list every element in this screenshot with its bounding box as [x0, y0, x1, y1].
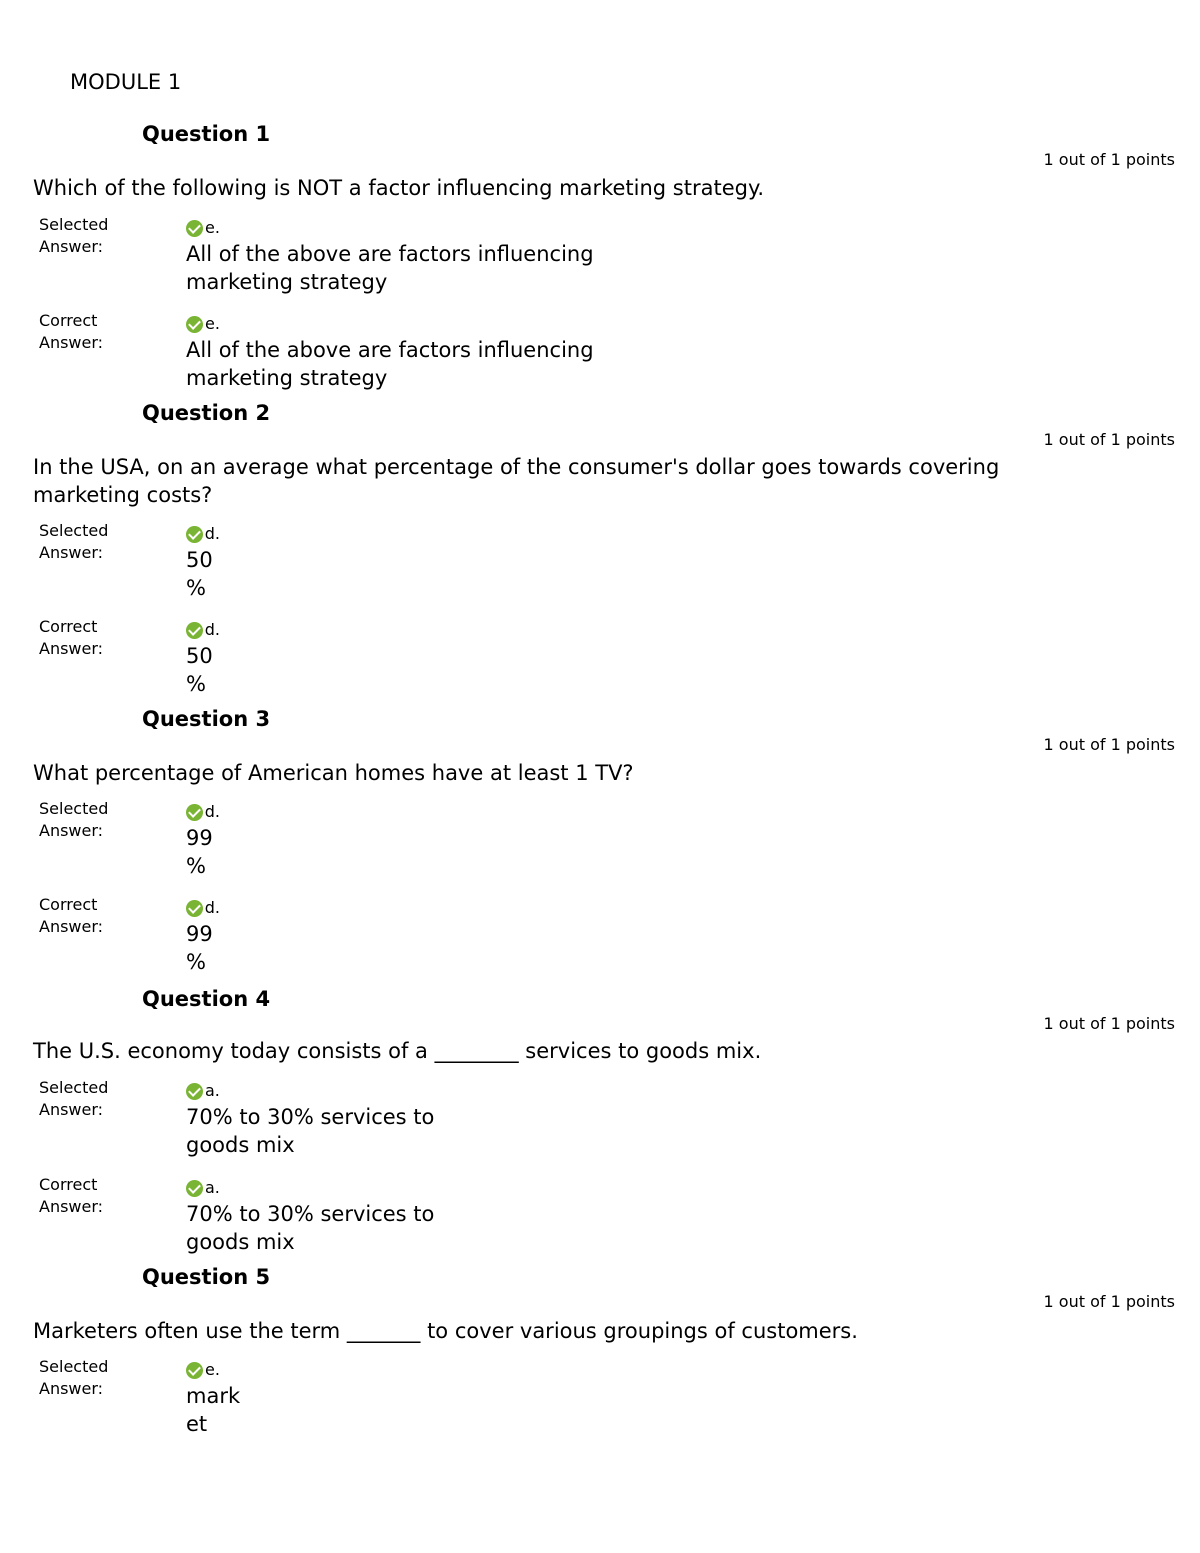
- answer-text: 99 %: [186, 826, 213, 878]
- question-title: Question 1: [142, 122, 271, 146]
- answer-text: All of the above are factors influencing marketing strategy: [186, 338, 594, 390]
- correct-answer: [186, 1176, 486, 1256]
- question-title: Question 3: [142, 707, 271, 731]
- answer-text: 70% to 30% services to goods mix: [186, 1105, 435, 1157]
- check-icon: [186, 316, 203, 333]
- check-icon: [186, 804, 203, 821]
- answer-letter: a.: [205, 1178, 220, 1197]
- correct-answer: [186, 312, 656, 392]
- check-icon: [186, 622, 203, 639]
- question-title: Question 2: [142, 401, 271, 425]
- answer-text: 70% to 30% services to goods mix: [186, 1202, 435, 1254]
- answer-text: 99 %: [186, 922, 213, 974]
- selected-answer-label: Selected Answer:: [39, 215, 109, 256]
- selected-answer: [186, 1358, 248, 1438]
- question-text: What percentage of American homes have at least 1 TV?: [33, 761, 634, 785]
- question-text: Which of the following is NOT a factor influencing marketing strategy.: [33, 176, 765, 200]
- answer-letter: a.: [205, 1081, 220, 1100]
- question-text: The U.S. economy today consists of a ________ services to goods mix.: [33, 1039, 762, 1063]
- answer-text: market: [186, 1384, 241, 1436]
- answer-letter: d.: [204, 898, 220, 917]
- check-icon: [186, 526, 203, 543]
- answer-text: 50 %: [186, 644, 213, 696]
- selected-answer: [186, 1079, 486, 1159]
- module-title: MODULE 1: [70, 70, 182, 94]
- answer-letter: d.: [204, 802, 220, 821]
- check-icon: [186, 1180, 203, 1197]
- correct-answer: [186, 618, 220, 698]
- selected-answer: [186, 216, 656, 296]
- check-icon: [186, 220, 203, 237]
- selected-answer-label: Selected Answer:: [39, 521, 109, 562]
- question-text: In the USA, on an average what percentage of the consumer's dollar goes towards covering marketing costs?: [33, 455, 1000, 507]
- answer-letter: d.: [204, 620, 220, 639]
- question-title: Question 4: [142, 987, 271, 1011]
- selected-answer: [186, 800, 220, 880]
- correct-answer-label: Correct Answer:: [39, 895, 104, 936]
- question-points: 1 out of 1 points: [1043, 430, 1175, 449]
- question-points: 1 out of 1 points: [1043, 150, 1175, 169]
- question-points: 1 out of 1 points: [1043, 735, 1175, 754]
- selected-answer-label: Selected Answer:: [39, 799, 109, 840]
- answer-letter: d.: [204, 524, 220, 543]
- answer-letter: e.: [205, 1360, 220, 1379]
- correct-answer-label: Correct Answer:: [39, 617, 104, 658]
- selected-answer-label: Selected Answer:: [39, 1078, 109, 1119]
- correct-answer: [186, 896, 220, 976]
- correct-answer-label: Correct Answer:: [39, 1175, 104, 1216]
- question-points: 1 out of 1 points: [1043, 1292, 1175, 1311]
- correct-answer-label: Correct Answer:: [39, 311, 104, 352]
- answer-letter: e.: [205, 314, 220, 333]
- check-icon: [186, 900, 203, 917]
- selected-answer-label: Selected Answer:: [39, 1357, 109, 1398]
- question-title: Question 5: [142, 1265, 271, 1289]
- answer-text: 50 %: [186, 548, 213, 600]
- answer-letter: e.: [205, 218, 220, 237]
- answer-text: All of the above are factors influencing marketing strategy: [186, 242, 594, 294]
- question-text: Marketers often use the term _______ to cover various groupings of customers.: [33, 1319, 858, 1343]
- check-icon: [186, 1362, 203, 1379]
- check-icon: [186, 1083, 203, 1100]
- selected-answer: [186, 522, 220, 602]
- question-points: 1 out of 1 points: [1043, 1014, 1175, 1033]
